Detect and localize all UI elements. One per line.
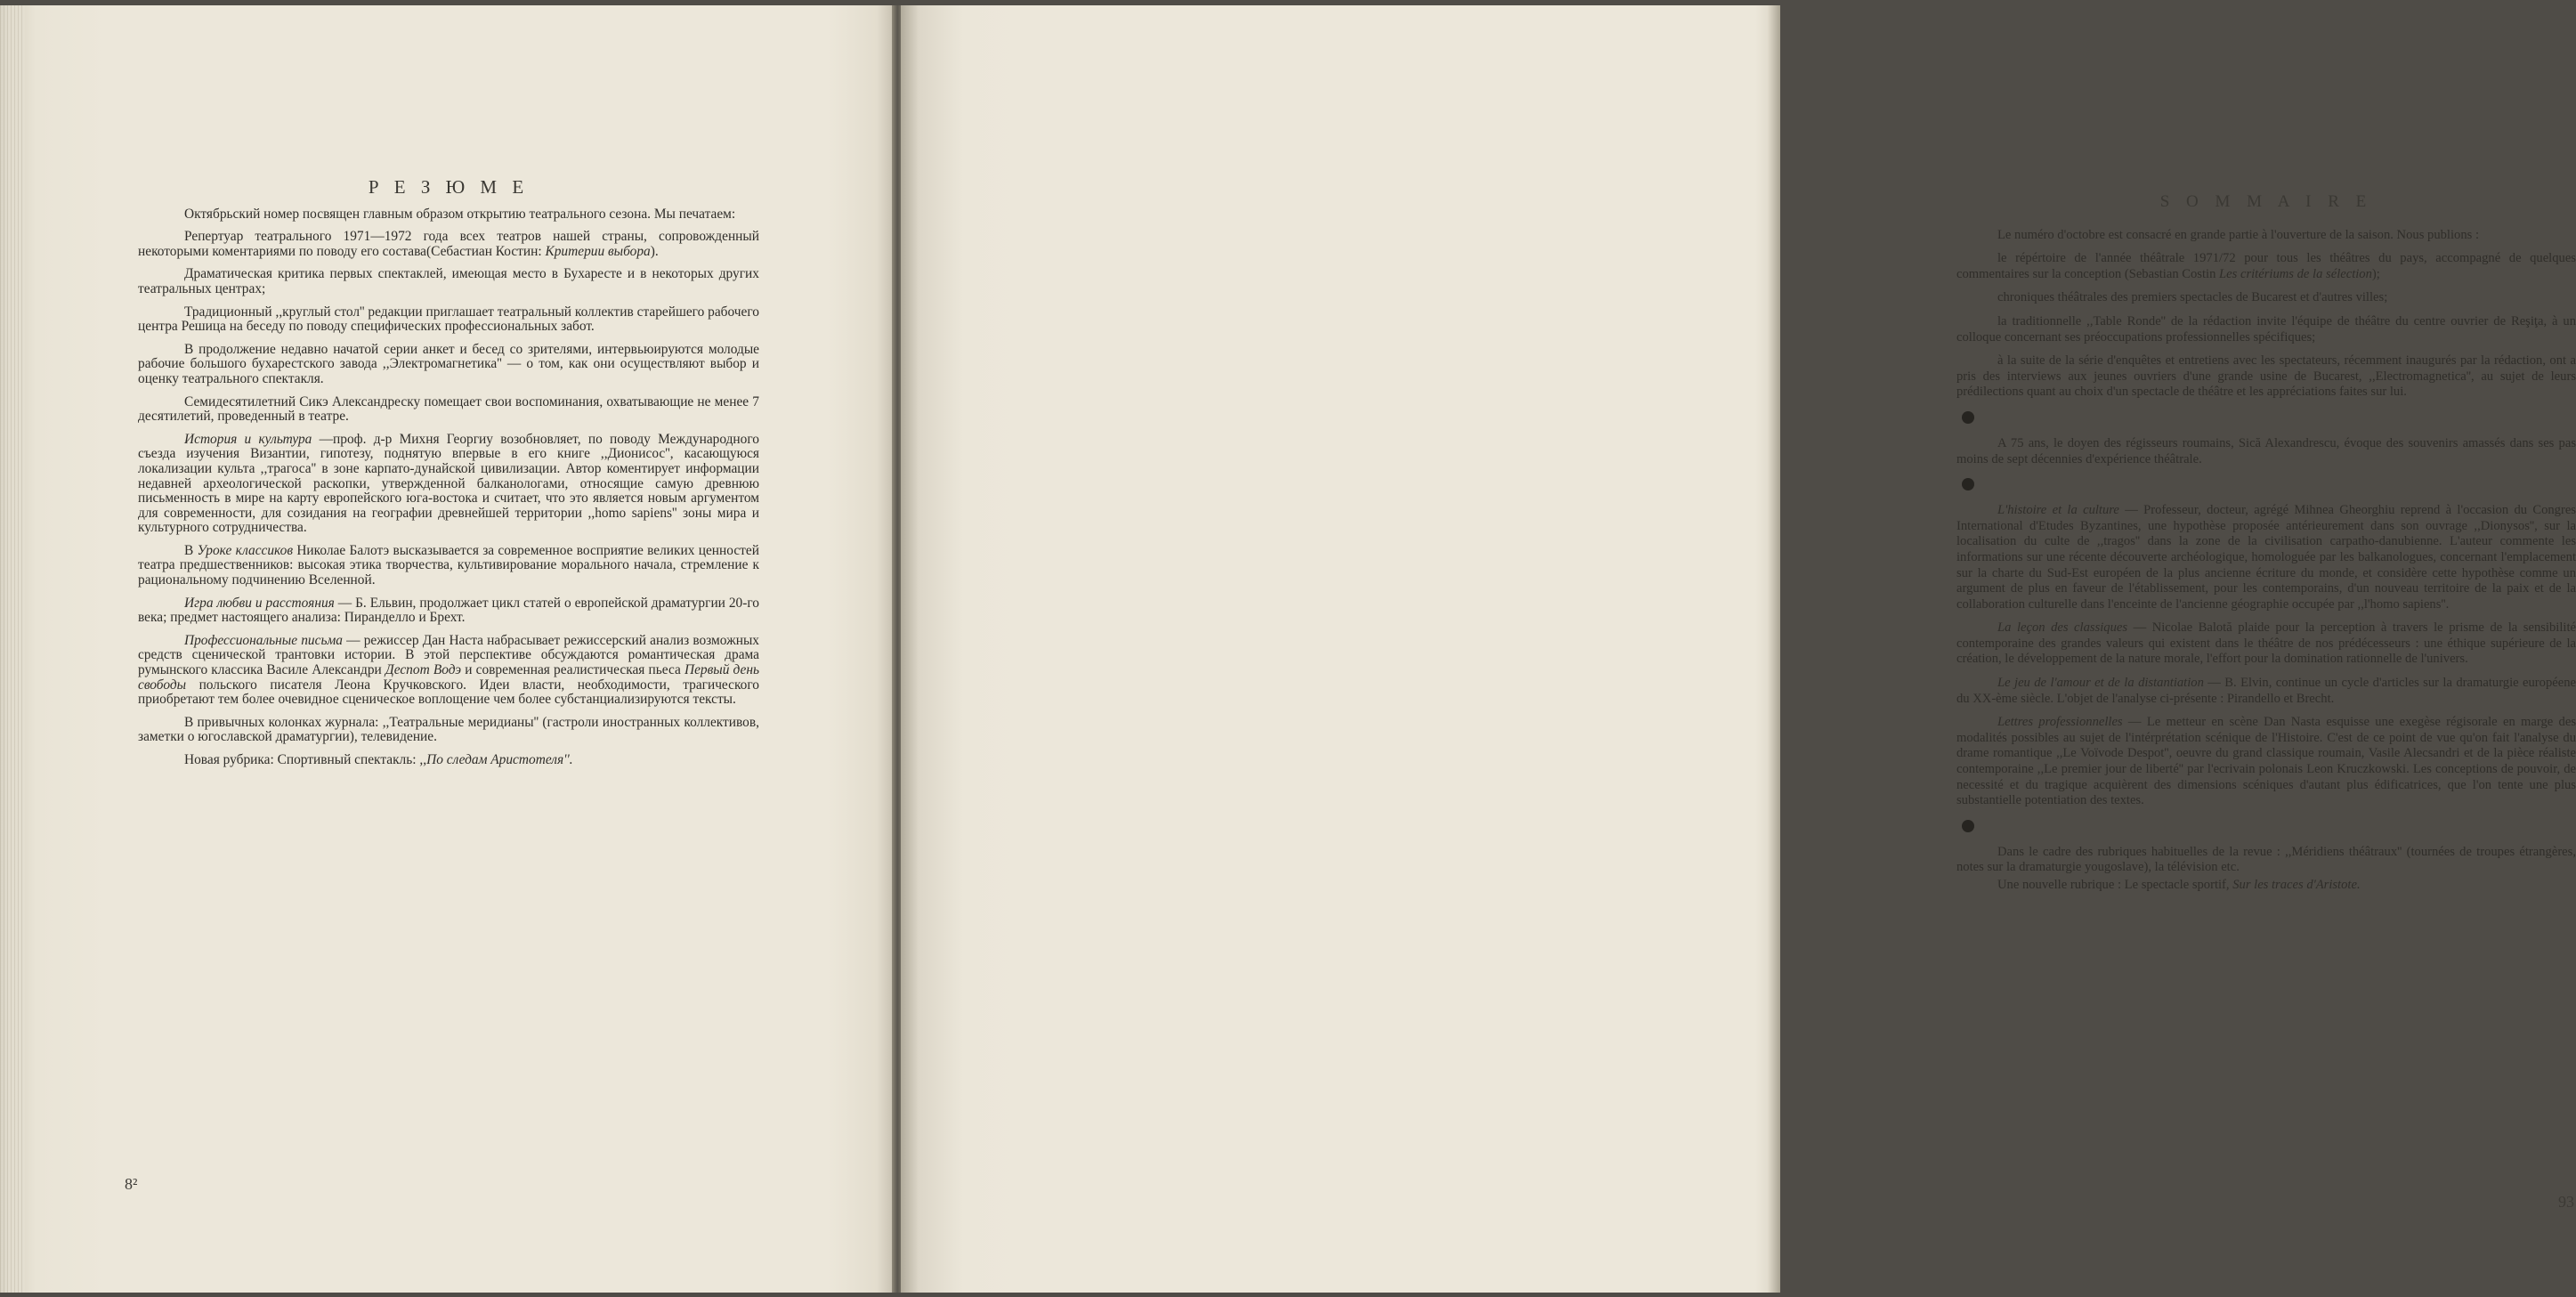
page-edge (0, 5, 25, 1293)
text-run: — Б. Ельвин, продолжает цикл статей о европейской драматургии 20-го века; предмет настоящего анализа: Пиранделло и Брехт. (138, 595, 759, 626)
text-run: Традиционный ,,круглый стол'' редакции приглашает театральный коллектив старейшего рабочего центра Решица на беседу по поводу специфических профессиональных забот. (138, 304, 759, 335)
resume-paragraph (138, 305, 759, 335)
sommaire-paragraph (1956, 251, 2576, 282)
text-run: польского писателя Леона Кручковского. Идеи власти, необходимости, трагического приобретают тем более очевидное сценическое воплощение чем более субстанциализируются тексты. (138, 677, 759, 708)
italic-text: Критерии выбора (545, 243, 651, 259)
text-run: — Le metteur en scène Dan Nasta esquisse une exegèse régisorale en marge des modalités possibles au sujet de l'intérprétation scénique de l'Histoire. C'est de ce point de vue qu'on fait l'analyse du drame romantique ,,Le Voïvode Despot'', oeuvre du grand classique roumain, Vasile Alecsandri et de la pièce réaliste contemporaine ,,Le premier jour de liberté'' par l'ecrivain polonais Leon Kruczkowski. Les conceptions de pouvoir, de necessité et du tragique acquièrent des dimensions scéniques d'autant plus édificatrices, que l'on tente une plus substantielle potentiation des textes. (1956, 715, 2576, 808)
resume-paragraph (138, 596, 759, 626)
sommaire-title: S O M M A I R E (2159, 192, 2373, 211)
text-run: Dans le cadre des rubriques habituelles de la revue : ,,Méridiens théâtraux'' (tournées de troupes étrangères, notes sur la dramaturgie yougoslave), la télévision etc. (1956, 844, 2576, 875)
sommaire-body (1956, 228, 2576, 894)
resume-paragraph (138, 230, 759, 259)
text-run: — Nicolae Balotă plaide pour la perception à travers le prisme de la sensibilité contemporaine des grandes valeurs qui existent dans le théâtre de nos prédécesseurs : une éthique supérieure de la création, le développement de la nature morale, l'effort pour la domination rationnelle de l'univers. (1956, 620, 2576, 667)
resume-paragraph (138, 753, 759, 768)
right-page (901, 5, 2576, 1293)
sommaire-paragraph (1956, 715, 2576, 809)
page-number-right: 93 (2558, 1193, 2574, 1211)
italic-text: L'histoire et la culture (1997, 503, 2119, 518)
sommaire-paragraph (1956, 314, 2576, 345)
italic-text: Уроке классиков (197, 542, 294, 558)
italic-text: История и культура (184, 431, 312, 447)
text-run: В продолжение недавно начатой серии анкет и бесед со зрителями, интервьюируются молодые рабочие большого бухарестского завода ,,Электромагнетика'' — о том, как они осуществляют выбор и оценку театрального спектакля. (138, 341, 759, 386)
sommaire-paragraph (1956, 290, 2576, 306)
text-run: Октябрьский номер посвящен главным образом открытию театрального сезона. Мы печатаем: (184, 206, 736, 222)
text-run: à la suite de la série d'enquêtes et entretiens avec les spectateurs, récemment inaugurés par la rédaction, ont a pris des interviews aux jeunes ouvriers d'une grande usine de Bucarest, ,,Electromagnetica'', au sujet de leurs prédilections quant au choix d'un spectacle de théâtre et les appréciations faites sur lui. (1956, 353, 2576, 400)
text-run: — режиссер Дан Наста набрасывает режиссерский анализ возможных средств сценической трантовки истории. В этой перспективе обсуждаются романтическая драма румынского классика Василе Александри (138, 632, 760, 678)
resume-title: Р Е З Ю М Е (368, 176, 530, 198)
sommaire-paragraph (1956, 436, 2576, 467)
text-run: la traditionnelle ,,Table Ronde'' de la rédaction invite l'équipe de théâtre du centre ouvrier de Reşiţa, à un colloque concernant ses préoccupations professionnelles spécifiques; (1956, 313, 2576, 345)
italic-text: La leçon des classiques (1997, 620, 2128, 636)
resume-paragraph (138, 634, 759, 708)
text-run: — B. Elvin, continue un cycle d'articles sur la dramaturgie européene du XX-ème siècle. L'objet de l'analyse ci-présente : Pirandello et Brecht. (1956, 676, 2576, 706)
sommaire-paragraph (1956, 228, 2576, 244)
page-number-left: 8² (125, 1175, 138, 1193)
text-run: —проф. д-р Михня Георгиу возобновляет, по поводу Международного съезда изучения Византии, гипотезу, поднятую впервые в его книге ,,Дионисос'', касающуюся локализации культа ,,трагоса'' в зоне карпато-дунайской цивилизации. Автор коментирует информации недавней археологической раскопки, утвержденной балканологами, относящие самую древнюю письменность в мире на карту европейского юга-востока и считает, что это является новым аргументом для современности, для созидания на географии древнейшей территории ,,homo sapiens'' зоны мира и культурного сотрудничества. (138, 431, 759, 536)
sommaire-paragraph (1956, 503, 2576, 612)
italic-text: Первый день свободы (138, 662, 759, 693)
italic-text: Les critériums de la sélection (2219, 266, 2372, 281)
sommaire-column (1956, 194, 2576, 902)
text-run: Николае Балотэ высказывается за современное восприятие великих ценностей театра предшественников: высокая этика творчества, культивирование морального начала, стремление к рациональному подчинению Вселенной. (138, 542, 759, 588)
italic-text: ,,По следам Аристотеля''. (419, 752, 573, 767)
sommaire-paragraph (1956, 878, 2576, 894)
italic-text: Sur les traces d'Aristote. (2232, 878, 2361, 892)
italic-text: Le jeu de l'amour et de la distantiation (1997, 676, 2204, 691)
resume-body (138, 207, 759, 768)
sommaire-paragraph (1956, 620, 2576, 668)
open-book (0, 5, 2576, 1297)
italic-text: Игра любви и расстояния (184, 595, 335, 611)
text-run: В привычных колонках журнала: ,,Театральные меридианы'' (гастроли иностранных коллективов, заметки о югославской драматургии), телевидение. (138, 714, 759, 745)
page-edge-right (1768, 5, 1780, 1293)
resume-column (138, 176, 760, 776)
resume-paragraph (138, 433, 759, 536)
bullet-icon (1962, 820, 1974, 832)
text-run: ); (2371, 266, 2380, 281)
text-run: — Professeur, docteur, agrégé Mihnea Gheorghiu reprend à l'occasion du Congres International d'Etudes Byzantines, une hypothèse proposée antérieurement dans son ouvrage ,,Dionysos'', sur la localisation du culte de ,,tragos'' dans la zone de la civilisation carpatho-danubienne. L'auteur commente les informations sur une récente découverte archéologique, homologuée par les balkanologues, concernant l'emplacement sur la charte du Sud-Est européen de la plus ancienne écriture du monde, et considère cette hypothèse comme un argument de plus en faveur de l'établissement, pour les contemporains, d'un nouveau territoire de la paix et de la collaboration culturelle dans l'enceinte de l'ancienne géographie occupée par ,,l'homo sapiens''. (1956, 503, 2576, 612)
sommaire-paragraph (1956, 676, 2576, 707)
resume-paragraph (138, 267, 759, 296)
text-run: Le numéro d'octobre est consacré en grande partie à l'ouverture de la saison. Nous publions : (1997, 227, 2479, 242)
resume-paragraph (138, 343, 759, 387)
text-run: Новая рубрика: Спортивный спектакль: (184, 752, 420, 767)
text-run: Репертуар театрального 1971—1972 года всех театров нашей страны, сопровожденный некоторыми коментариями по поводу его состава(Себастиан Костин: (138, 229, 759, 259)
text-run: ). (650, 243, 659, 259)
bullet-icon (1962, 478, 1974, 490)
text-run: В (184, 542, 198, 558)
sommaire-paragraph (1956, 353, 2576, 401)
italic-text: Деспот Водэ (385, 662, 462, 678)
text-run: chroniques théâtrales des premiers spectacles de Bucarest et d'autres villes; (1997, 290, 2388, 305)
text-run: Семидесятилетний Сикэ Александреску помещает свои воспоминания, охватывающие не менее 7 десятилетий, проведенный в театре. (138, 393, 759, 425)
text-run: Une nouvelle rubrique : Le spectacle sportif, (1997, 878, 2233, 892)
text-run: и современная реалистическая пьеса (461, 662, 685, 678)
resume-paragraph (138, 716, 759, 745)
sommaire-paragraph (1956, 845, 2576, 876)
text-run: A 75 ans, le doyen des régisseurs roumains, Sică Alexandrescu, évoque des souvenirs amassés dans ses pas moins de sept décennies d'expérience théâtrale. (1956, 435, 2576, 466)
resume-paragraph (138, 544, 759, 588)
left-page (0, 5, 899, 1293)
italic-text: Lettres professionnelles (1997, 715, 2123, 730)
resume-paragraph (138, 207, 759, 223)
bullet-icon (1962, 411, 1974, 424)
resume-paragraph (138, 395, 759, 425)
italic-text: Профессиональные письма (184, 632, 343, 648)
text-run: le répértoire de l'année théâtrale 1971/72 pour tous les théâtres du pays, accompagné de quelques commentaires sur la conception (Sebastian Costin (1956, 251, 2576, 281)
text-run: Драматическая критика первых спектаклей, имеющая место в Бухаресте и в некоторых других театральных центрах; (138, 266, 759, 296)
